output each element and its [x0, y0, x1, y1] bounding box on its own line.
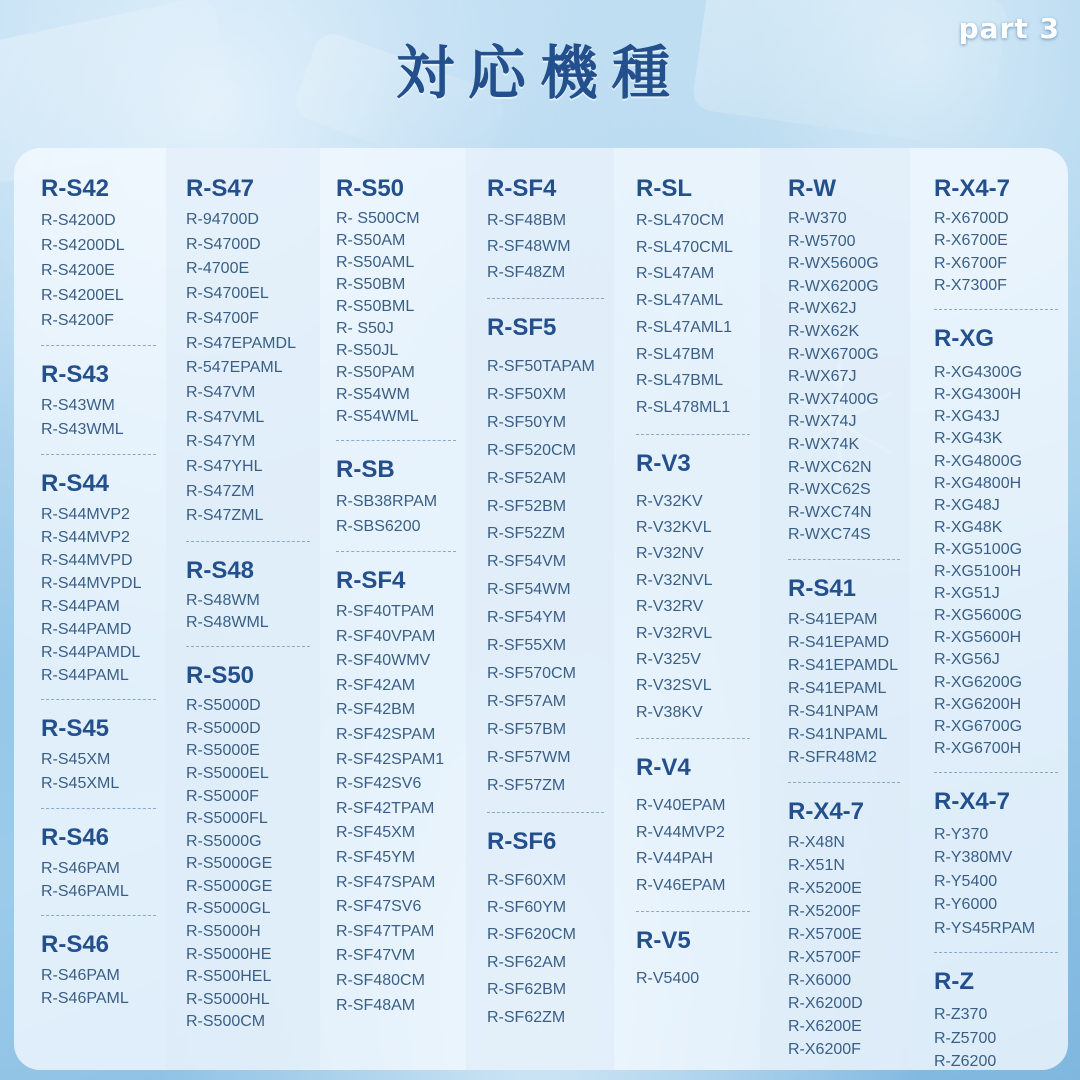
- model-item: R-WXC74S: [788, 526, 871, 544]
- model-item: R-YS45RPAM: [934, 919, 1036, 937]
- model-item: R-S50BML: [336, 298, 415, 315]
- model-group: [336, 551, 456, 1018]
- column-6: [760, 148, 910, 1070]
- model-item: R-S4700F: [186, 309, 259, 327]
- model-item: R-S50AM: [336, 232, 406, 249]
- part-label: part 3: [958, 12, 1060, 45]
- group-header: R-S46: [41, 824, 110, 851]
- group-header: R-XG: [934, 325, 994, 353]
- model-item: R-V5400: [636, 970, 700, 988]
- model-item: R-S47ZML: [186, 507, 264, 525]
- model-item: R-S5000HE: [186, 945, 272, 963]
- model-item: R-S47VM: [186, 383, 256, 401]
- model-item: R-S44PAML: [41, 667, 129, 684]
- model-item: R-S500HEL: [186, 968, 272, 986]
- model-item: R-XG6700G: [934, 717, 1023, 735]
- model-item: R-S46PAML: [41, 883, 129, 900]
- model-item: R-SF45XM: [336, 824, 416, 842]
- model-item: R-S4700EL: [186, 285, 269, 303]
- model-item: R-XG56J: [934, 651, 1000, 669]
- model-item: R-S5000D: [186, 697, 261, 715]
- model-item: R-S54WML: [336, 408, 419, 425]
- model-item: R-S47YHL: [186, 458, 263, 476]
- model-item: R-S5000E: [186, 742, 260, 760]
- model-item: R-SF54VM: [487, 553, 567, 571]
- model-item: R-SF52ZM: [487, 525, 566, 543]
- group-header: R-SF4: [487, 175, 557, 202]
- model-item: R-SF57BM: [487, 720, 567, 738]
- model-item: R-XG5100G: [934, 540, 1023, 558]
- model-item: R-Y6000: [934, 896, 998, 914]
- model-item: R-WX62J: [788, 300, 857, 318]
- model-item: R-SF55XM: [487, 637, 567, 655]
- model-item: R-S5000H: [186, 923, 261, 941]
- model-item: R-SF52BM: [487, 497, 567, 515]
- model-item: R-S5000GE: [186, 855, 273, 873]
- model-item: R-Y370: [934, 825, 989, 843]
- model-item: R-X5700F: [788, 949, 861, 967]
- model-item: R-WX5600G: [788, 255, 879, 273]
- model-group: [41, 174, 156, 333]
- model-item: R-S48WM: [186, 592, 260, 610]
- model-item: R-Z5700: [934, 1029, 997, 1047]
- group-header: R-X4-7: [934, 175, 1011, 202]
- column-1: [14, 148, 166, 1070]
- model-item: R-SF42SV6: [336, 775, 422, 793]
- model-item: R-547EPAML: [186, 359, 283, 377]
- model-group: [41, 699, 156, 796]
- group-header: R-S50: [186, 662, 255, 690]
- model-item: R-WXC62N: [788, 458, 872, 476]
- model-item: R-V325V: [636, 651, 701, 669]
- model-item: R-SF48ZM: [487, 264, 566, 281]
- model-item: R-XG4300G: [934, 364, 1023, 382]
- model-item: R-SF520CM: [487, 441, 576, 459]
- model-item: R-S5000D: [186, 719, 261, 737]
- model-group: [487, 812, 604, 1031]
- model-item: R-S45XML: [41, 775, 120, 792]
- model-item: R-S47ZM: [186, 482, 255, 500]
- model-item: R-S4200F: [41, 312, 114, 329]
- model-item: R-V32KV: [636, 492, 703, 510]
- model-item: R-XG4300H: [934, 386, 1022, 404]
- group-header: R-S47: [186, 175, 255, 202]
- model-item: R-SF50TAPAM: [487, 358, 595, 375]
- model-item: R-S5000HL: [186, 990, 270, 1008]
- group-header: R-S50: [336, 175, 405, 202]
- model-item: R-SF52AM: [487, 469, 567, 487]
- model-item: R-S44MVP2: [41, 529, 130, 546]
- model-item: R-SF57ZM: [487, 776, 566, 794]
- model-item: R-S43WML: [41, 421, 124, 438]
- model-item: R-SF570CM: [487, 664, 576, 682]
- model-item: R-S50PAM: [336, 364, 415, 381]
- model-item: R-S41EPAMD: [788, 634, 890, 651]
- model-group: [487, 174, 604, 286]
- model-item: R-S5000F: [186, 787, 259, 805]
- group-header: R-SB: [336, 456, 395, 483]
- model-item: R-S41EPAMDL: [788, 657, 898, 675]
- model-item: R-V46EPAM: [636, 876, 726, 894]
- model-item: R-SF620CM: [487, 926, 576, 944]
- model-item: R-X51N: [788, 856, 845, 874]
- model-group: [636, 911, 750, 992]
- model-item: R-SF50XM: [487, 385, 567, 403]
- model-item: R-SF48WM: [487, 238, 571, 255]
- model-item: R-S5000GL: [186, 900, 271, 918]
- model-group: [788, 782, 900, 1062]
- model-item: R-V32RV: [636, 598, 704, 616]
- model-item: R-W5700: [788, 232, 856, 250]
- model-item: R-X6700F: [934, 254, 1007, 272]
- model-item: R-XG6700H: [934, 739, 1022, 757]
- model-group: [186, 174, 310, 529]
- group-header: R-Z: [934, 968, 974, 996]
- model-item: R-SF42SPAM: [336, 725, 436, 743]
- group-header: R-V3: [636, 449, 691, 477]
- model-item: R-S45XM: [41, 751, 111, 768]
- group-header: R-V5: [636, 927, 691, 955]
- model-item: R-SL47AML1: [636, 318, 733, 336]
- model-item: R-SL478ML1: [636, 398, 731, 416]
- model-item: R-SF40TPAM: [336, 603, 435, 620]
- model-group: [336, 174, 456, 428]
- model-item: R-S46PAM: [41, 860, 120, 877]
- model-item: R-S4700D: [186, 235, 261, 253]
- model-item: R-X5200E: [788, 879, 862, 897]
- model-group: [788, 174, 900, 547]
- model-item: R-SBS6200: [336, 518, 421, 535]
- model-group: [41, 345, 156, 442]
- model-item: R-Y380MV: [934, 849, 1013, 867]
- model-item: R-X6000: [788, 972, 852, 990]
- model-item: R-X6200F: [788, 1041, 861, 1059]
- model-item: R-S47YM: [186, 433, 256, 451]
- column-4: [466, 148, 614, 1070]
- model-item: R-S50JL: [336, 342, 399, 359]
- model-group: [636, 434, 750, 727]
- model-item: R-V32KVL: [636, 519, 712, 537]
- model-item: R-SF62BM: [487, 981, 567, 999]
- model-item: R-WX74K: [788, 435, 860, 453]
- model-group: [934, 952, 1058, 1070]
- model-item: R-S500CM: [186, 1013, 266, 1031]
- model-item: R-WX6200G: [788, 277, 879, 295]
- model-item: R-SF57AM: [487, 692, 567, 710]
- column-5: [614, 148, 760, 1070]
- group-header: R-S41: [788, 574, 857, 602]
- model-item: R-S5000GE: [186, 877, 273, 895]
- page-title: 対応機種: [395, 39, 684, 107]
- model-group: [934, 772, 1058, 941]
- model-item: R-S54WM: [336, 386, 410, 403]
- group-header: R-SF4: [336, 567, 406, 594]
- model-item: R-Y5400: [934, 872, 998, 890]
- model-item: R-SF47SPAM: [336, 873, 436, 891]
- group-header: R-V4: [636, 754, 691, 782]
- group-header: R-S48: [186, 557, 255, 585]
- model-item: R-S41NPAM: [788, 703, 879, 721]
- model-item: R-Z370: [934, 1006, 988, 1024]
- model-item: R-V44PAH: [636, 850, 714, 868]
- model-item: R-S4200E: [41, 262, 115, 279]
- model-item: R-SF40WMV: [336, 652, 431, 670]
- model-item: R-S44MVPDL: [41, 575, 142, 592]
- group-header: R-S42: [41, 175, 110, 202]
- model-item: R-S46PAM: [41, 967, 120, 984]
- model-group: [934, 309, 1058, 760]
- model-group: [336, 440, 456, 539]
- model-item: R-XG6200H: [934, 695, 1022, 713]
- model-item: R-SF42BM: [336, 701, 416, 719]
- model-item: R-SF60YM: [487, 898, 567, 916]
- model-item: R-SF47TPAM: [336, 922, 435, 940]
- model-item: R-X6200E: [788, 1018, 862, 1036]
- group-header: R-X4-7: [788, 797, 865, 825]
- model-item: R-V32RVL: [636, 624, 713, 642]
- model-item: R-SL47AML: [636, 292, 724, 310]
- group-header: R-S44: [41, 470, 110, 497]
- model-item: R-SL47AM: [636, 265, 715, 283]
- group-header: R-W: [788, 175, 836, 202]
- model-item: R-SF60XM: [487, 871, 567, 889]
- model-item: R-SF54YM: [487, 609, 567, 627]
- model-group: [41, 454, 156, 687]
- model-item: R-SF42TPAM: [336, 799, 435, 817]
- model-item: R-S5000EL: [186, 764, 269, 782]
- model-item: R-SL470CML: [636, 238, 733, 256]
- model-item: R-X6700D: [934, 210, 1009, 227]
- group-header: R-SF6: [487, 827, 557, 855]
- model-item: R-SF62ZM: [487, 1008, 566, 1026]
- model-item: R-W370: [788, 210, 847, 227]
- model-item: R-WX67J: [788, 368, 857, 386]
- model-item: R-WXC62S: [788, 481, 871, 499]
- model-item: R-S4200EL: [41, 287, 124, 304]
- model-item: R-S4200DL: [41, 237, 125, 254]
- model-item: R-XG4800H: [934, 474, 1022, 492]
- model-item: R-SL47BM: [636, 345, 715, 363]
- model-item: R-S50AML: [336, 254, 415, 271]
- model-item: R-X48N: [788, 833, 845, 851]
- model-item: R-S43WM: [41, 397, 115, 414]
- model-item: R-WXC74N: [788, 503, 872, 521]
- model-item: R-S44PAMDL: [41, 644, 141, 661]
- group-header: R-S46: [41, 931, 110, 958]
- model-item: R-XG43J: [934, 408, 1000, 426]
- model-item: R-SF54WM: [487, 581, 571, 599]
- model-item: R-4700E: [186, 260, 250, 278]
- model-item: R-V40EPAM: [636, 797, 726, 815]
- model-item: R-V38KV: [636, 703, 703, 721]
- model-item: R-XG51J: [934, 585, 1000, 603]
- model-group: [41, 915, 156, 1010]
- model-item: R-V44MVP2: [636, 823, 725, 841]
- model-item: R-XG5600H: [934, 629, 1022, 647]
- model-item: R-SL47BML: [636, 372, 724, 390]
- model-item: R-SF48AM: [336, 996, 416, 1014]
- model-item: R-SF57WM: [487, 748, 571, 766]
- model-item: R-WX6700G: [788, 345, 879, 363]
- model-item: R-XG5100H: [934, 563, 1022, 581]
- model-item: R-XG6200G: [934, 673, 1023, 691]
- model-item: R-V32SVL: [636, 677, 712, 695]
- model-item: R-WX74J: [788, 413, 857, 431]
- model-item: R-S5000G: [186, 832, 262, 850]
- model-item: R-SFR48M2: [788, 749, 877, 767]
- model-item: R-S44MVP2: [41, 506, 130, 523]
- model-group: [186, 646, 310, 1034]
- model-list-panel: [14, 148, 1068, 1070]
- model-item: R-S41EPAM: [788, 610, 878, 628]
- model-item: R-S44PAMD: [41, 621, 132, 638]
- model-item: R-SF62AM: [487, 953, 567, 971]
- model-item: R-XG5600G: [934, 607, 1023, 625]
- model-item: R-SF42SPAM1: [336, 750, 445, 768]
- model-item: R- S50J: [336, 320, 394, 337]
- group-header: R-X4-7: [934, 787, 1011, 815]
- model-item: R-S44PAM: [41, 598, 120, 615]
- column-3: [320, 148, 466, 1070]
- model-item: R-S41EPAML: [788, 680, 887, 698]
- group-header: R-SF5: [487, 314, 557, 341]
- model-group: [636, 738, 750, 899]
- model-item: R-S41NPAML: [788, 726, 888, 744]
- model-item: R-SB38RPAM: [336, 493, 438, 510]
- model-group: [41, 808, 156, 903]
- model-item: R-XG48K: [934, 518, 1003, 536]
- model-item: R-SF47VM: [336, 947, 416, 965]
- model-item: R-SF480CM: [336, 971, 425, 989]
- model-item: R-X5200F: [788, 902, 861, 920]
- model-item: R-SF50YM: [487, 413, 567, 431]
- model-item: R-SF42AM: [336, 676, 416, 694]
- model-item: R-S5000FL: [186, 810, 268, 828]
- column-2: [166, 148, 320, 1070]
- model-group: [788, 559, 900, 770]
- model-item: R-S50BM: [336, 276, 406, 293]
- model-item: R-V32NVL: [636, 571, 713, 589]
- model-item: R-S4200D: [41, 212, 116, 229]
- model-group: [934, 174, 1058, 297]
- model-item: R-X6700E: [934, 232, 1008, 250]
- model-group: [186, 541, 310, 634]
- column-7: [910, 148, 1068, 1070]
- model-item: R-WX62K: [788, 322, 860, 340]
- model-item: R-Z6200: [934, 1053, 997, 1070]
- model-item: R-SF48BM: [487, 212, 567, 229]
- model-item: R-S47EPAMDL: [186, 334, 296, 352]
- model-item: R-X6200D: [788, 995, 863, 1013]
- model-item: R-V32NV: [636, 545, 704, 563]
- model-item: R-X7300F: [934, 276, 1007, 294]
- model-item: R-S46PAML: [41, 990, 129, 1007]
- model-item: R-S48WML: [186, 614, 269, 632]
- model-item: R-XG43K: [934, 430, 1003, 448]
- model-item: R-94700D: [186, 211, 259, 228]
- model-item: R-SF40VPAM: [336, 627, 436, 645]
- model-item: R-SL470CM: [636, 212, 725, 229]
- model-group: [636, 174, 750, 422]
- group-header: R-S45: [41, 715, 110, 742]
- model-item: R-XG4800G: [934, 452, 1023, 470]
- model-item: R-SF45YM: [336, 848, 416, 866]
- group-header: R-S43: [41, 361, 110, 388]
- model-item: R-SF47SV6: [336, 898, 422, 916]
- model-item: R-WX7400G: [788, 390, 879, 408]
- model-item: R-X5700E: [788, 925, 862, 943]
- model-group: [487, 298, 604, 800]
- model-item: R- S500CM: [336, 210, 420, 227]
- model-item: R-S47VML: [186, 408, 265, 426]
- model-item: R-S44MVPD: [41, 552, 133, 569]
- group-header: R-SL: [636, 175, 692, 202]
- model-item: R-XG48J: [934, 496, 1000, 514]
